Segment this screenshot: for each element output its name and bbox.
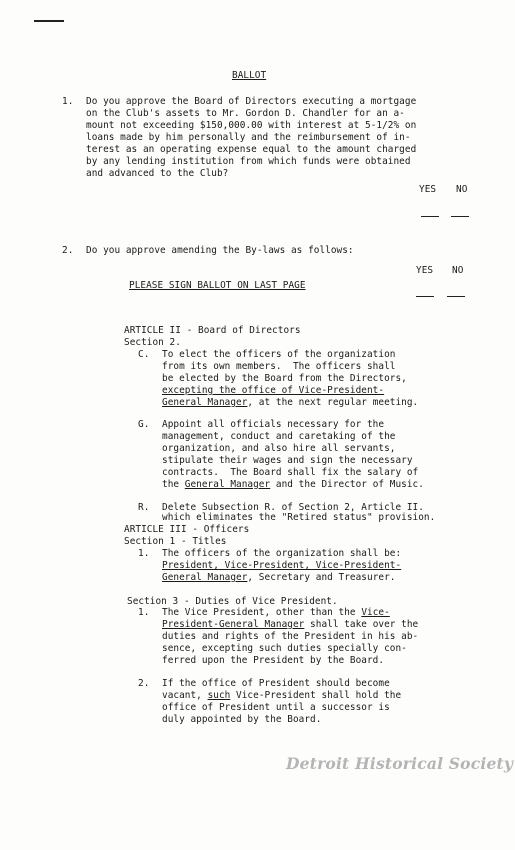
watermark-text: Detroit Historical Society <box>286 754 514 773</box>
article-3-heading: ARTICLE III - Officers <box>124 524 250 535</box>
question-2-number: 2. <box>62 245 74 256</box>
question-2-no-blank[interactable] <box>447 296 465 297</box>
item-g-line-rest: and the Director of Music. <box>270 479 424 490</box>
titles-item-line: The officers of the organization shall be: <box>162 548 402 559</box>
item-g-line: stipulate their wages and sign the necessary <box>162 455 413 466</box>
article-2-section: Section 2. <box>124 337 181 348</box>
duties-item-1-line: duties and rights of the President in his ab- <box>162 631 419 642</box>
titles-item-line <box>162 572 395 584</box>
duties-item-1-line <box>162 607 390 619</box>
question-1-line: and advanced to the Club? <box>86 168 229 179</box>
question-2-no-label: NO <box>452 265 464 276</box>
question-1-line: loans made by him personally and the reimbursement of in- <box>86 132 411 143</box>
item-g-line <box>162 479 424 491</box>
question-1-line: terest as an operating expense equal to the amount charged <box>86 144 417 155</box>
ballot-title: BALLOT <box>232 70 267 81</box>
item-c-line: from its own members. The officers shall <box>162 361 396 372</box>
item-g-underlined-title: General Manager <box>184 479 271 490</box>
item-c-underlined-title: General Manager <box>162 397 248 408</box>
article-3-section-3: Section 3 - Duties of Vice President. <box>127 596 338 607</box>
titles-item-label: 1. <box>138 548 150 559</box>
duties-item-1-line: ferred upon the President by the Board. <box>162 655 385 666</box>
article-3-section-1: Section 1 - Titles <box>124 536 227 547</box>
duties-2-underlined: such <box>207 690 231 701</box>
item-c-line: be elected by the Board from the Directors, <box>162 373 407 384</box>
question-1-no-label: NO <box>456 184 468 195</box>
duties-item-1-label: 1. <box>138 607 150 618</box>
question-1-yes-label: YES <box>419 184 437 195</box>
duties-item-2-label: 2. <box>138 678 150 689</box>
item-c-label: C. <box>138 349 150 360</box>
titles-item-line: President, Vice-President, Vice-President- <box>162 560 402 571</box>
item-g-label: G. <box>138 419 150 430</box>
item-r-line: Delete Subsection R. of Section 2, Article II. <box>162 502 424 513</box>
duties-2-rest: Vice-President shall hold the <box>230 690 402 701</box>
titles-underlined-title: General Manager <box>162 572 248 583</box>
item-g-line: management, conduct and caretaking of the <box>162 431 396 442</box>
duties-item-2-line: office of President until a successor is <box>162 702 390 713</box>
item-r-line: which eliminates the "Retired status" provision. <box>162 512 436 523</box>
article-2-heading: ARTICLE II - Board of Directors <box>124 325 301 336</box>
item-g-line-pre: the <box>162 479 185 490</box>
duties-underlined: Vice- <box>361 607 390 618</box>
question-1-number: 1. <box>62 96 74 107</box>
question-2-yes-label: YES <box>416 265 434 276</box>
duties-line-rest: shall take over the <box>304 619 419 630</box>
item-c-line <box>162 397 418 409</box>
question-2-text: Do you approve amending the By-laws as follows: <box>86 245 354 256</box>
question-1-line: mount not exceeding $150,000.00 with interest at 5-1/2% on <box>86 120 417 131</box>
question-1-line: Do you approve the Board of Directors executing a mortgage <box>86 96 417 107</box>
duties-item-1-line <box>162 619 418 631</box>
sign-ballot-note: PLEASE SIGN BALLOT ON LAST PAGE <box>129 280 306 291</box>
question-1-yes-blank[interactable] <box>421 216 439 217</box>
duties-underlined-title: President-General Manager <box>162 619 305 630</box>
item-c-line: excepting the office of Vice-President- <box>162 385 385 396</box>
question-1-no-blank[interactable] <box>451 216 469 217</box>
question-1-line: by any lending institution from which funds were obtained <box>86 156 411 167</box>
question-1-line: on the Club's assets to Mr. Gordon D. Chandler for an a- <box>86 108 405 119</box>
duties-item-2-line: duly appointed by the Board. <box>162 714 322 725</box>
duties-2-pre: vacant, <box>162 690 208 701</box>
duties-item-2-line <box>162 690 401 702</box>
item-g-line: contracts. The Board shall fix the salary of <box>162 467 419 478</box>
duties-line-pre: The Vice President, other than the <box>162 607 362 618</box>
question-2-yes-blank[interactable] <box>416 296 434 297</box>
item-c-line-rest: , at the next regular meeting. <box>247 397 419 408</box>
item-c-line: To elect the officers of the organization <box>162 349 396 360</box>
item-g-line: Appoint all officials necessary for the <box>162 419 385 430</box>
top-margin-mark <box>34 20 64 22</box>
item-g-line: organization, and also hire all servants, <box>162 443 396 454</box>
duties-item-1-line: sence, excepting such duties specially con- <box>162 643 407 654</box>
titles-line-rest: , Secretary and Treasurer. <box>247 572 396 583</box>
duties-item-2-line: If the office of President should become <box>162 678 390 689</box>
item-r-label: R. <box>138 502 150 513</box>
